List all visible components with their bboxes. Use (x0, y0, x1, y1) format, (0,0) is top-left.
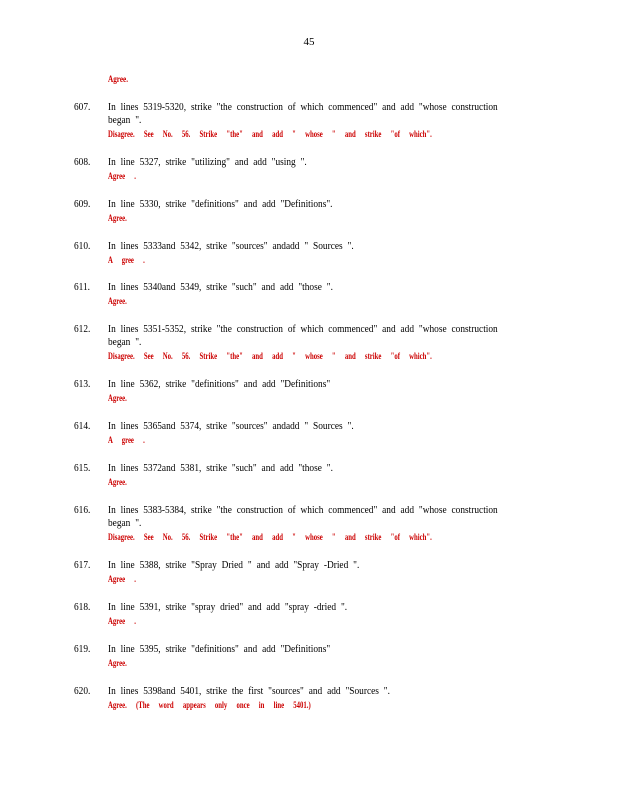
item-response: Agree . (108, 616, 136, 626)
item-text: In line 5327, strike "utilizing" and add "using ". (108, 156, 307, 168)
item-response: A gree . (108, 435, 145, 445)
item-number: 613. (74, 378, 91, 390)
item-text: In line 5388, strike "Spray Dried " and add "Spray -Dried ". (108, 559, 360, 571)
item-number: 619. (74, 643, 91, 655)
item-number: 615. (74, 462, 91, 474)
item-text: In lines 5333and 5342, strike "sources" andadd " Sources ". (108, 240, 354, 252)
item-text: In lines 5372and 5381, strike "such" and add "those ". (108, 462, 333, 474)
item-number: 620. (74, 685, 91, 697)
item-response: Agree. (108, 296, 127, 306)
item-response: Agree. (108, 213, 127, 223)
item-text: In lines 5365and 5374, strike "sources" andadd " Sources ". (108, 420, 354, 432)
item-text: In lines 5383-5384, strike "the construction of which commenced" and add "whose construction began ". (108, 504, 498, 529)
item-number: 617. (74, 559, 91, 571)
item-response: Disagree. See No. 56. Strike "the" and add " whose " and strike "of which". (108, 129, 432, 139)
item-text: In line 5330, strike "definitions" and add "Definitions". (108, 198, 333, 210)
item-text: In line 5391, strike "spray dried" and add "spray -dried ". (108, 601, 348, 613)
item-text: In lines 5398and 5401, strike the first "sources" and add "Sources ". (108, 685, 390, 697)
item-text: In lines 5319-5320, strike "the construction of which commenced" and add "whose construction began ". (108, 101, 498, 126)
page-number: 45 (303, 36, 315, 48)
item-number: 608. (74, 156, 91, 168)
item-response: Agree. (108, 658, 127, 668)
item-text: In lines 5351-5352, strike "the construction of which commenced" and add "whose construction began ". (108, 323, 498, 348)
item-response: Agree. (The word appears only once in line 5401.) (108, 700, 311, 710)
item-number: 618. (74, 601, 91, 613)
item-text: In line 5362, strike "definitions" and add "Definitions" (108, 378, 331, 390)
item-number: 610. (74, 240, 91, 252)
item-number: 614. (74, 420, 91, 432)
item-response: Agree. (108, 393, 127, 403)
item-text: In lines 5340and 5349, strike "such" and add "those ". (108, 281, 333, 293)
item-response: Disagree. See No. 56. Strike "the" and add " whose " and strike "of which". (108, 532, 432, 542)
item-response: Agree. (108, 477, 127, 487)
item-response: Disagree. See No. 56. Strike "the" and add " whose " and strike "of which". (108, 351, 432, 361)
item-response: Agree . (108, 574, 136, 584)
item-text: In line 5395, strike "definitions" and add "Definitions" (108, 643, 331, 655)
item-response: Agree . (108, 171, 136, 181)
item-number: 609. (74, 198, 91, 210)
item-number: 607. (74, 101, 91, 113)
top-response: Agree. (108, 74, 129, 84)
item-response: A gree . (108, 255, 145, 265)
item-number: 611. (74, 281, 91, 293)
item-number: 612. (74, 323, 91, 335)
item-number: 616. (74, 504, 91, 516)
